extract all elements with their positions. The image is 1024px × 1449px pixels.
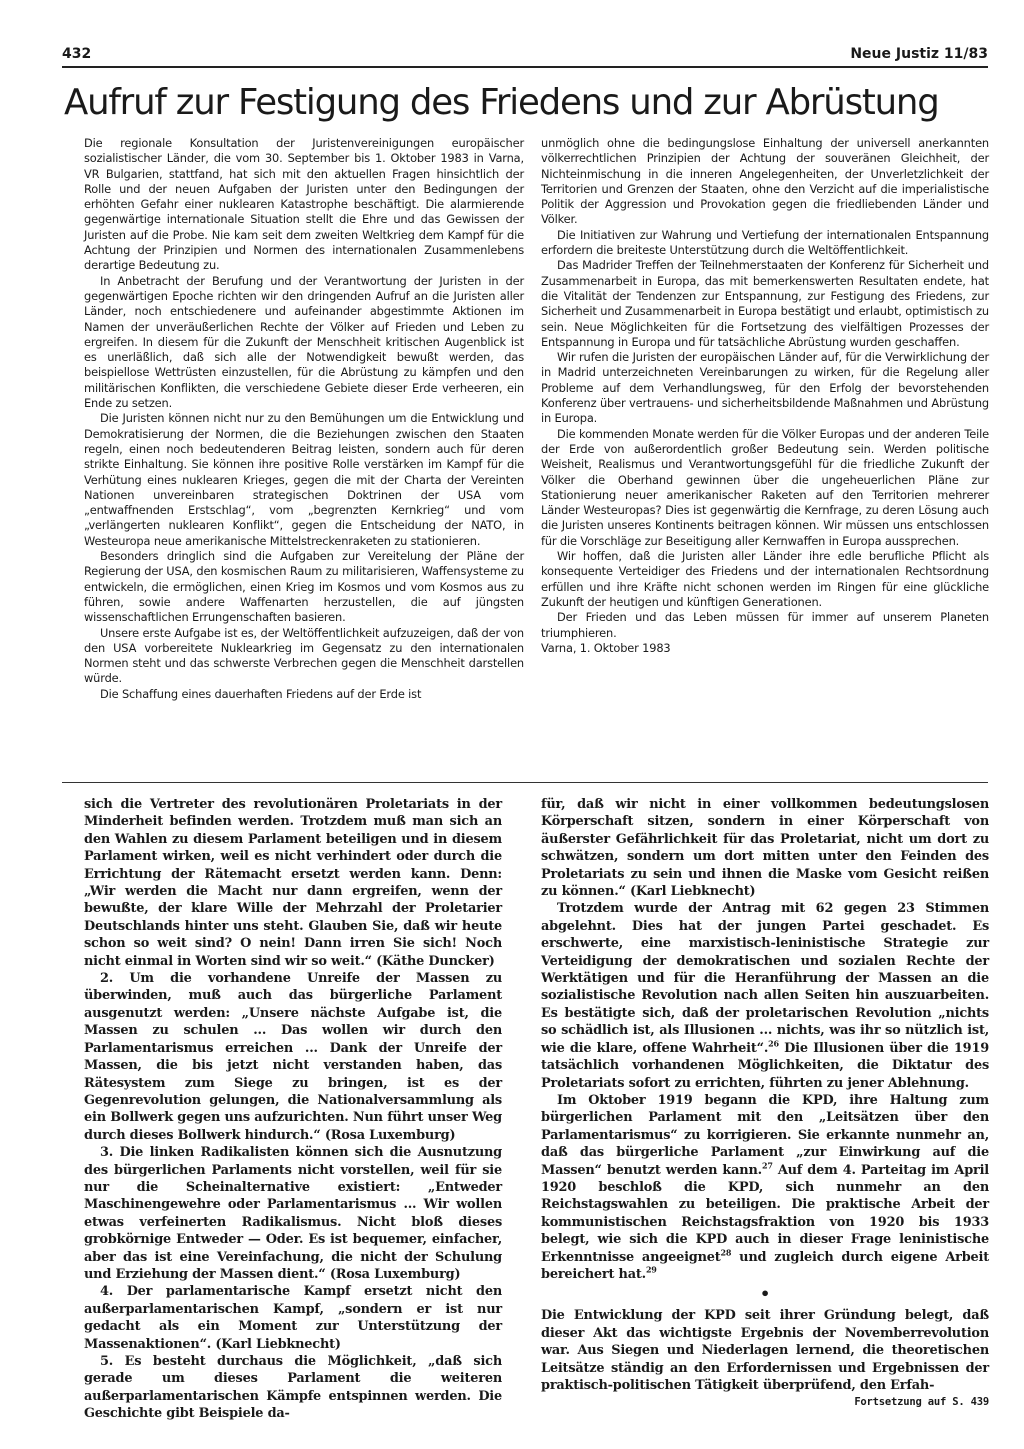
appeal-paragraph: Die kommenden Monate werden für die Völker Europas und der anderen Teile der Erde von außerordentlich großer Bedeutung sein. Werden politische Weisheit, Realismus und Verantwortungsgefühl für die friedliche Zukunft der Völker die Oberhand gewinnen über die ungeheuerlichen Pläne zur Stationierung neuer amerikanischer Raketen auf den Territorien mehrerer Länder Westeuropas? Dies ist gegenwärtig die Kernfrage, zu deren Lösung auch die Juristen unseres Kontinents beitragen können. Wir müssen uns entschlossen für die Vorschläge zur Beseitigung aller Kernwaffen in Europa aussprechen.	[541, 426, 989, 548]
page-header	[62, 46, 988, 68]
continuation-note: Fortsetzung auf S. 439	[854, 1396, 989, 1409]
footnote-marker: 29	[645, 1264, 657, 1275]
header-divider	[62, 66, 988, 68]
footnote-marker: 26	[768, 1038, 779, 1049]
article-paragraph: für, daß wir nicht in einer vollkommen bedeutungslosen Körperschaft sitzen, sondern in einer Körperschaft von äußerster Gefährlichkeit für das Proletariat, nicht um dort zu schwätzen, sondern um dort mitten unter den Feinden des Proletariats zu sein und ihnen die Maske vom Gesicht reißen zu können.“ (Karl Liebknecht)	[541, 797, 989, 900]
appeal-paragraph: Besonders dringlich sind die Aufgaben zur Vereitelung der Pläne der Regierung der USA, den kosmischen Raum zu militarisieren, Waffensysteme zu entwickeln, die ermöglichen, einen Krieg im Kosmos und vom Kosmos aus zu führen, sowie andere Waffenarten herzustellen, die auf jüngsten wissenschaftlichen Errungenschaften basieren.	[84, 549, 524, 625]
paragraph-text: Im Oktober 1919 begann die KPD, ihre Haltung zum bürgerlichen Parlament mit den „Leitsätzen über den Parlamentarismus“ zu korrigieren. Sie erkannte nunmehr an, daß das bürgerliche Parlament „zur Einwirkung auf die Massen“ benutzt werden kann.	[541, 1092, 989, 1178]
paragraph-text: Auf dem 4. Parteitag im April 1920 beschloß die KPD, sich nunmehr an den Reichstagswahlen zu beteiligen. Die praktische Arbeit der kommunistischen Reichstagsfraktion von 1920 bis 1933 belegt, wie sich die KPD auch in dieser Frage leninistische Erkenntnisse angeeignet	[541, 1162, 989, 1265]
article-column-left	[84, 796, 502, 1423]
page-number: 432	[62, 46, 92, 62]
appeal-paragraph: In Anbetracht der Berufung und der Verantwortung der Juristen in der gegenwärtigen Epoche richten wir den dringenden Aufruf an die Juristen aller Länder, noch entschiedenere und aufeinander abgestimmte Aktionen im Namen der unveräußerlichen Rechte der Völker auf Frieden und Leben zu ergreifen. In diesem für die Zukunft der Menschheit kritischen Augenblick ist es unerläßlich, daß sich alle der Notwendigkeit bewußt werden, das beispiellose Wettrüsten einzustellen, für die Abrüstung zu kämpfen und den militärischen Konflikten, die verschiedene Gebiete dieser Erde verheeren, ein Ende zu setzen.	[84, 273, 524, 411]
article-paragraph: 3. Die linken Radikalisten können sich die Ausnutzung des bürgerlichen Parlaments nicht vorstellen, weil für sie nur die Scheinalternative existiert: „Entweder Maschinengewehre oder Parlamentarismus ... Wir wollen etwas verfeinerten Radikalismus. Nicht bloß dieses grobkörnige Entweder — Oder. Es ist bequemer, einfacher, aber das ist eine Vereinfachung, die nicht der Schulung und Erziehung der Massen dient.“ (Rosa Luxemburg)	[84, 1145, 502, 1282]
appeal-column-right	[541, 136, 989, 656]
article-paragraph: Die Entwicklung der KPD seit ihrer Gründung belegt, daß dieser Akt das wichtigste Ergebnis der Novemberrevolution war. Aus Siegen und Niederlagen lernend, die theoretischen Leitsätze ständig an den Erfordernissen und Ergebnissen der praktisch-politischen Tätigkeit überprüfend, den Erfah-	[541, 1308, 989, 1393]
article-paragraph: sich die Vertreter des revolutionären Proletariats in der Minderheit befinden werden. Trotzdem muß man sich an den Wahlen zu diesem Parlament beteiligen und in diesem Parlament wirken, weil es nicht verhindert oder durch die Errichtung der Rätemacht ersetzt werden kann. Denn: „Wir werden die Macht nur dann ergreifen, wenn der bewußte, der klare Wille der Mehrzahl der Proletarier Deutschlands hinter uns steht. Glauben Sie, daß wir heute schon so weit sind? O nein! Dann irren Sie sich! Noch nicht einmal in Worten sind wir so weit.“ (Käthe Duncker)	[84, 797, 502, 969]
article-column-right	[541, 796, 989, 1412]
article-paragraph: 5. Es besteht durchaus die Möglichkeit, „daß sich gerade um dieses Parlament die weiteren außerparlamentarischen Kämpfe entspinnen werden. Die Geschichte gibt Beispiele da-	[84, 1354, 502, 1422]
appeal-paragraph: Die Schaffung eines dauerhaften Friedens auf der Erde ist	[100, 686, 422, 701]
footnote-marker: 27	[761, 1160, 773, 1171]
appeal-closing: Varna, 1. Oktober 1983	[541, 640, 671, 655]
appeal-paragraph: Das Madrider Treffen der Teilnehmerstaaten der Konferenz für Sicherheit und Zusammenarbeit in Europa, das mit bemerkenswerten Resultaten endete, hat die Vitalität der Tendenzen zur Entspannung, zur Festigung des Friedens, zur Sicherheit und Zusammenarbeit in Europa bestätigt und erlaubt, optimistisch zu sein. Neue Möglichkeiten für die Fortsetzung des vielfältigen Prozesses der Entspannung in Europa und für tatsächliche Abrüstung wurden geschaffen.	[541, 258, 989, 349]
appeal-paragraph: unmöglich ohne die bedingungslose Einhaltung der universell anerkannten völkerrechtlichen Prinzipien der Achtung der souveränen Gleichheit, der Nichteinmischung in die inneren Angelegenheiten, der Unverletzlichkeit der Territorien und Grenzen der Staaten, ohne den Verzicht auf die imperialistische Politik der Aggression und Provokation gegen die friedliebenden Länder und Völker.	[541, 136, 989, 227]
appeal-paragraph: Die Initiativen zur Wahrung und Vertiefung der internationalen Entspannung erfordern die breiteste Unterstützung durch die Weltöffentlichkeit.	[541, 227, 989, 258]
paragraph-text: und zugleich durch eigene Arbeit bereichert hat.	[541, 1249, 989, 1282]
section-divider	[62, 782, 988, 783]
article-paragraph: 4. Der parlamentarische Kampf ersetzt nicht den außerparlamentarischen Kampf, „sondern er ist nur gedacht als ein Moment zur Unterstützung der Massenaktionen“. (Karl Liebknecht)	[84, 1284, 502, 1352]
appeal-paragraph: Wir hoffen, daß die Juristen aller Länder ihre edle berufliche Pflicht als konsequente Verteidiger des Friedens und der internationalen Rechtsordnung erfüllen und ihre Kräfte nicht schonen werden im Ringen für eine glückliche Zukunft der heutigen und künftigen Generationen.	[541, 549, 989, 609]
paragraph-text: Die Illusionen über die 1919 tatsächlich vorhandenen Möglichkeiten, die Diktatur des Proletariats sofort zu errichten, führten zu jener Ablehnung.	[541, 1040, 989, 1091]
article-title: Aufruf zur Festigung des Friedens und zur Abrüstung	[64, 82, 939, 123]
section-separator-dot: •	[759, 1284, 771, 1304]
appeal-paragraph: Die Juristen können nicht nur zu den Bemühungen um die Entwicklung und Demokratisierung der Normen, die die Beziehungen zwischen den Staaten regeln, einen noch bedeutenderen Beitrag leisten, sondern auch für deren strikte Einhaltung. Sie können ihre positive Rolle verstärken im Kampf für die Verhütung eines nuklearen Krieges, gegen die mit der Charta der Vereinten Nationen unvereinbaren strategischen Doktrinen der USA vom „entwaffnenden Erstschlag“, vom „begrenzten Kernkrieg“ und vom „verlängerten nuklearen Konflikt“, gegen die Entscheidung der NATO, in Westeuropa neue amerikanische Mittelstreckenraketen zu stationieren.	[84, 411, 524, 548]
appeal-paragraph: Die regionale Konsultation der Juristenvereinigungen europäischer sozialistischer Länder, die vom 30. September bis 1. Oktober 1983 in Varna, VR Bulgarien, stattfand, hat sich mit den aktuellen Fragen hinsichtlich der Rolle und der neuen Aufgaben der Juristen unter den Bedingungen der erhöhten Gefahr einer nuklearen Katastrophe beschäftigt. Die alarmierende gegenwärtige internationale Situation stellt die Ehre und das Gewissen der Juristen auf die Probe. Nie kam seit dem zweiten Weltkrieg dem Kampf für die Achtung der Prinzipien und Normen des internationalen Zusammenlebens derartige Bedeutung zu.	[84, 136, 524, 273]
journal-issue: Neue Justiz 11/83	[850, 46, 988, 62]
footnote-marker: 28	[720, 1247, 732, 1258]
appeal-paragraph: Wir rufen die Juristen der europäischen Länder auf, für die Verwirklichung der in Madrid unterzeichneten Vereinbarungen zu wirken, für die Regelung aller Probleme auf dem Verhandlungsweg, für den Erfolg der bevorstehenden Konferenz über vertrauens- und sicherheitsbildende Maßnahmen und Abrüstung in Europa.	[541, 350, 989, 426]
article-paragraph: 2. Um die vorhandene Unreife der Massen zu überwinden, muß auch das bürgerliche Parlament ausgenutzt werden: „Unsere nächste Aufgabe ist, die Massen zu schulen ... Das wollen wir durch den Parlamentarismus erreichen ... Dank der Unreife der Massen, die bis jetzt nicht verstanden haben, das Rätesystem zum Siege zu bringen, ist es der Gegenrevolution gelungen, die Nationalversammlung als ein Bollwerk gegen uns aufzurichten. Nun führt unser Weg durch dieses Bollwerk hindurch.“ (Rosa Luxemburg)	[84, 971, 502, 1143]
article-paragraph	[541, 1092, 989, 1283]
paragraph-text: Trotzdem wurde der Antrag mit 62 gegen 23 Stimmen abgelehnt. Dies hat der jungen Partei geschadet. Es erschwerte, eine marxistisch-leninistische Strategie zur Verteidigung der demokratischen und sozialen Rechte der Werktätigen und für die Heranführung der Massen an die sozialistische Revolution nach allen Seiten hin auszuarbeiten. Es bestätigte sich, daß der proletarischen Revolution „nichts so schädlich ist, als Illusionen ... nichts, was ihr so nützlich ist, wie die klare, offene Wahrheit“.	[541, 901, 989, 1056]
appeal-paragraph: Unsere erste Aufgabe ist es, der Weltöffentlichkeit aufzuzeigen, daß der von den USA vorbereitete Nuklearkrieg im Gegensatz zu den internationalen Normen steht und das schwerste Verbrechen gegen die Menschheit darstellen würde.	[84, 625, 524, 686]
appeal-paragraph: Der Frieden und das Leben müssen für immer auf unserem Planeten triumphieren.	[541, 610, 989, 640]
appeal-column-left	[84, 136, 524, 702]
article-paragraph	[541, 900, 989, 1091]
